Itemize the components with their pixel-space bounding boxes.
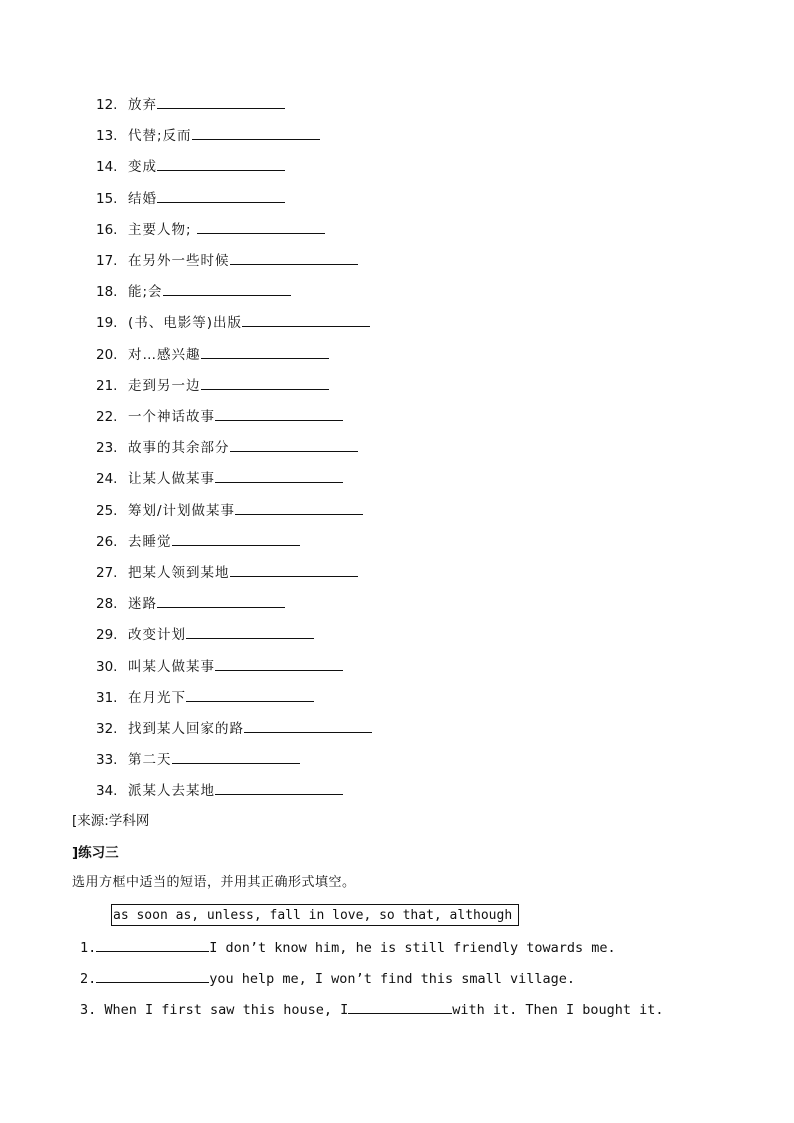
vocab-number: 30.: [96, 658, 118, 675]
exercise-text-before: When I first saw this house, I: [96, 1002, 349, 1018]
instruction-text: 选用方框中适当的短语，并用其正确形式填空。: [72, 875, 356, 890]
vocab-item: [96, 345, 329, 365]
vocab-chinese: 把某人领到某地: [128, 565, 230, 581]
vocab-number: 33.: [96, 752, 118, 769]
answer-blank[interactable]: [157, 190, 285, 203]
vocab-item: [96, 594, 285, 614]
answer-blank[interactable]: [230, 564, 358, 577]
vocab-number: 34.: [96, 783, 118, 800]
vocab-number: 14.: [96, 159, 118, 176]
vocab-item: [96, 189, 285, 209]
answer-blank[interactable]: [96, 970, 209, 983]
vocab-item: [96, 625, 314, 645]
vocab-chinese: (书、电影等)出版: [128, 315, 243, 332]
vocab-number: 32.: [96, 721, 118, 737]
vocab-number: 18.: [96, 284, 118, 301]
vocab-number: 22.: [96, 409, 118, 425]
vocab-chinese: 对…感兴趣: [128, 346, 201, 363]
vocab-item: [96, 781, 343, 801]
exercise-number: 3.: [80, 1002, 97, 1018]
answer-blank[interactable]: [215, 470, 343, 483]
vocab-item: [96, 657, 343, 677]
answer-blank[interactable]: [186, 689, 314, 702]
vocab-number: 29.: [96, 627, 118, 644]
vocab-chinese: 故事的其余部分: [128, 440, 230, 457]
vocab-number: 31.: [96, 689, 118, 706]
vocab-item: [96, 282, 291, 302]
vocab-item: [96, 220, 325, 240]
vocab-chinese: 在另外一些时候: [128, 253, 230, 269]
vocab-chinese: 叫某人做某事: [128, 658, 215, 675]
answer-blank[interactable]: [157, 158, 285, 171]
vocab-number: 27.: [96, 565, 118, 581]
answer-blank[interactable]: [215, 408, 343, 421]
vocab-item: [96, 719, 372, 739]
answer-blank[interactable]: [201, 346, 329, 359]
vocab-chinese: 变成: [128, 159, 157, 176]
answer-blank[interactable]: [163, 283, 291, 296]
vocab-item: [96, 532, 300, 552]
answer-blank[interactable]: [244, 720, 372, 733]
exercise-2: [80, 969, 575, 989]
vocab-chinese: 主要人物;: [128, 221, 197, 238]
vocab-number: 20.: [96, 346, 118, 363]
answer-blank[interactable]: [348, 1001, 452, 1014]
answer-blank[interactable]: [96, 939, 209, 952]
answer-blank[interactable]: [172, 533, 300, 546]
exercise-1: [80, 938, 616, 958]
vocab-number: 12.: [96, 97, 118, 113]
exercise-text: I don’t know him, he is still friendly towards me.: [209, 940, 616, 956]
vocab-item: [96, 501, 363, 521]
vocab-chinese: 一个神话故事: [128, 409, 215, 425]
section-title: ]练习三: [72, 845, 119, 861]
vocab-chinese: 找到某人回家的路: [128, 721, 244, 737]
vocab-number: 13.: [96, 128, 118, 145]
exercise-text: you help me, I won’t find this small village.: [209, 971, 576, 987]
vocab-number: 15.: [96, 190, 118, 207]
vocab-item: [96, 750, 300, 770]
vocab-number: 16.: [96, 221, 118, 238]
vocab-number: 25.: [96, 502, 118, 519]
exercise-number: 2.: [80, 971, 97, 987]
vocab-chinese: 能;会: [128, 284, 163, 301]
vocab-chinese: 结婚: [128, 190, 157, 207]
vocab-chinese: 在月光下: [128, 689, 186, 706]
answer-blank[interactable]: [230, 252, 358, 265]
answer-blank[interactable]: [215, 782, 343, 795]
vocab-chinese: 代替;反而: [128, 128, 192, 145]
answer-blank[interactable]: [172, 751, 300, 764]
vocab-chinese: 派某人去某地: [128, 783, 215, 800]
exercise-number: 1.: [80, 940, 97, 956]
vocab-item: [96, 688, 314, 708]
answer-blank[interactable]: [242, 314, 370, 327]
vocab-chinese: 走到另一边: [128, 377, 201, 394]
answer-blank[interactable]: [157, 595, 285, 608]
answer-blank[interactable]: [230, 439, 358, 452]
answer-blank[interactable]: [201, 377, 329, 390]
phrase-box: as soon as, unless, fall in love, so that, although: [111, 904, 519, 926]
vocab-item: [96, 251, 358, 271]
source-note: [来源:学科网: [72, 813, 150, 829]
vocab-item: [96, 407, 343, 427]
vocab-chinese: 让某人做某事: [128, 471, 215, 488]
vocab-chinese: 去睡觉: [128, 533, 172, 550]
vocab-chinese: 筹划/计划做某事: [128, 502, 236, 519]
answer-blank[interactable]: [197, 221, 325, 234]
vocab-number: 19.: [96, 315, 118, 332]
vocab-item: [96, 95, 285, 115]
vocab-item: [96, 563, 358, 583]
exercise-text: with it. Then I bought it.: [452, 1002, 664, 1018]
vocab-item: [96, 313, 370, 333]
answer-blank[interactable]: [215, 658, 343, 671]
vocab-number: 23.: [96, 440, 118, 457]
vocab-chinese: 改变计划: [128, 627, 186, 644]
vocab-number: 28.: [96, 596, 118, 613]
exercise-3: [80, 1000, 664, 1020]
vocab-number: 17.: [96, 253, 118, 269]
vocab-number: 26.: [96, 533, 118, 550]
vocab-number: 21.: [96, 377, 118, 394]
vocab-item: [96, 157, 285, 177]
vocab-item: [96, 469, 343, 489]
vocab-item: [96, 438, 358, 458]
vocab-chinese: 放弃: [128, 97, 157, 113]
answer-blank[interactable]: [192, 127, 320, 140]
vocab-chinese: 第二天: [128, 752, 172, 769]
vocab-chinese: 迷路: [128, 596, 157, 613]
vocab-item: [96, 376, 329, 396]
answer-blank[interactable]: [157, 96, 285, 109]
answer-blank[interactable]: [235, 502, 363, 515]
vocab-number: 24.: [96, 471, 118, 488]
vocab-item: [96, 126, 320, 146]
answer-blank[interactable]: [186, 626, 314, 639]
